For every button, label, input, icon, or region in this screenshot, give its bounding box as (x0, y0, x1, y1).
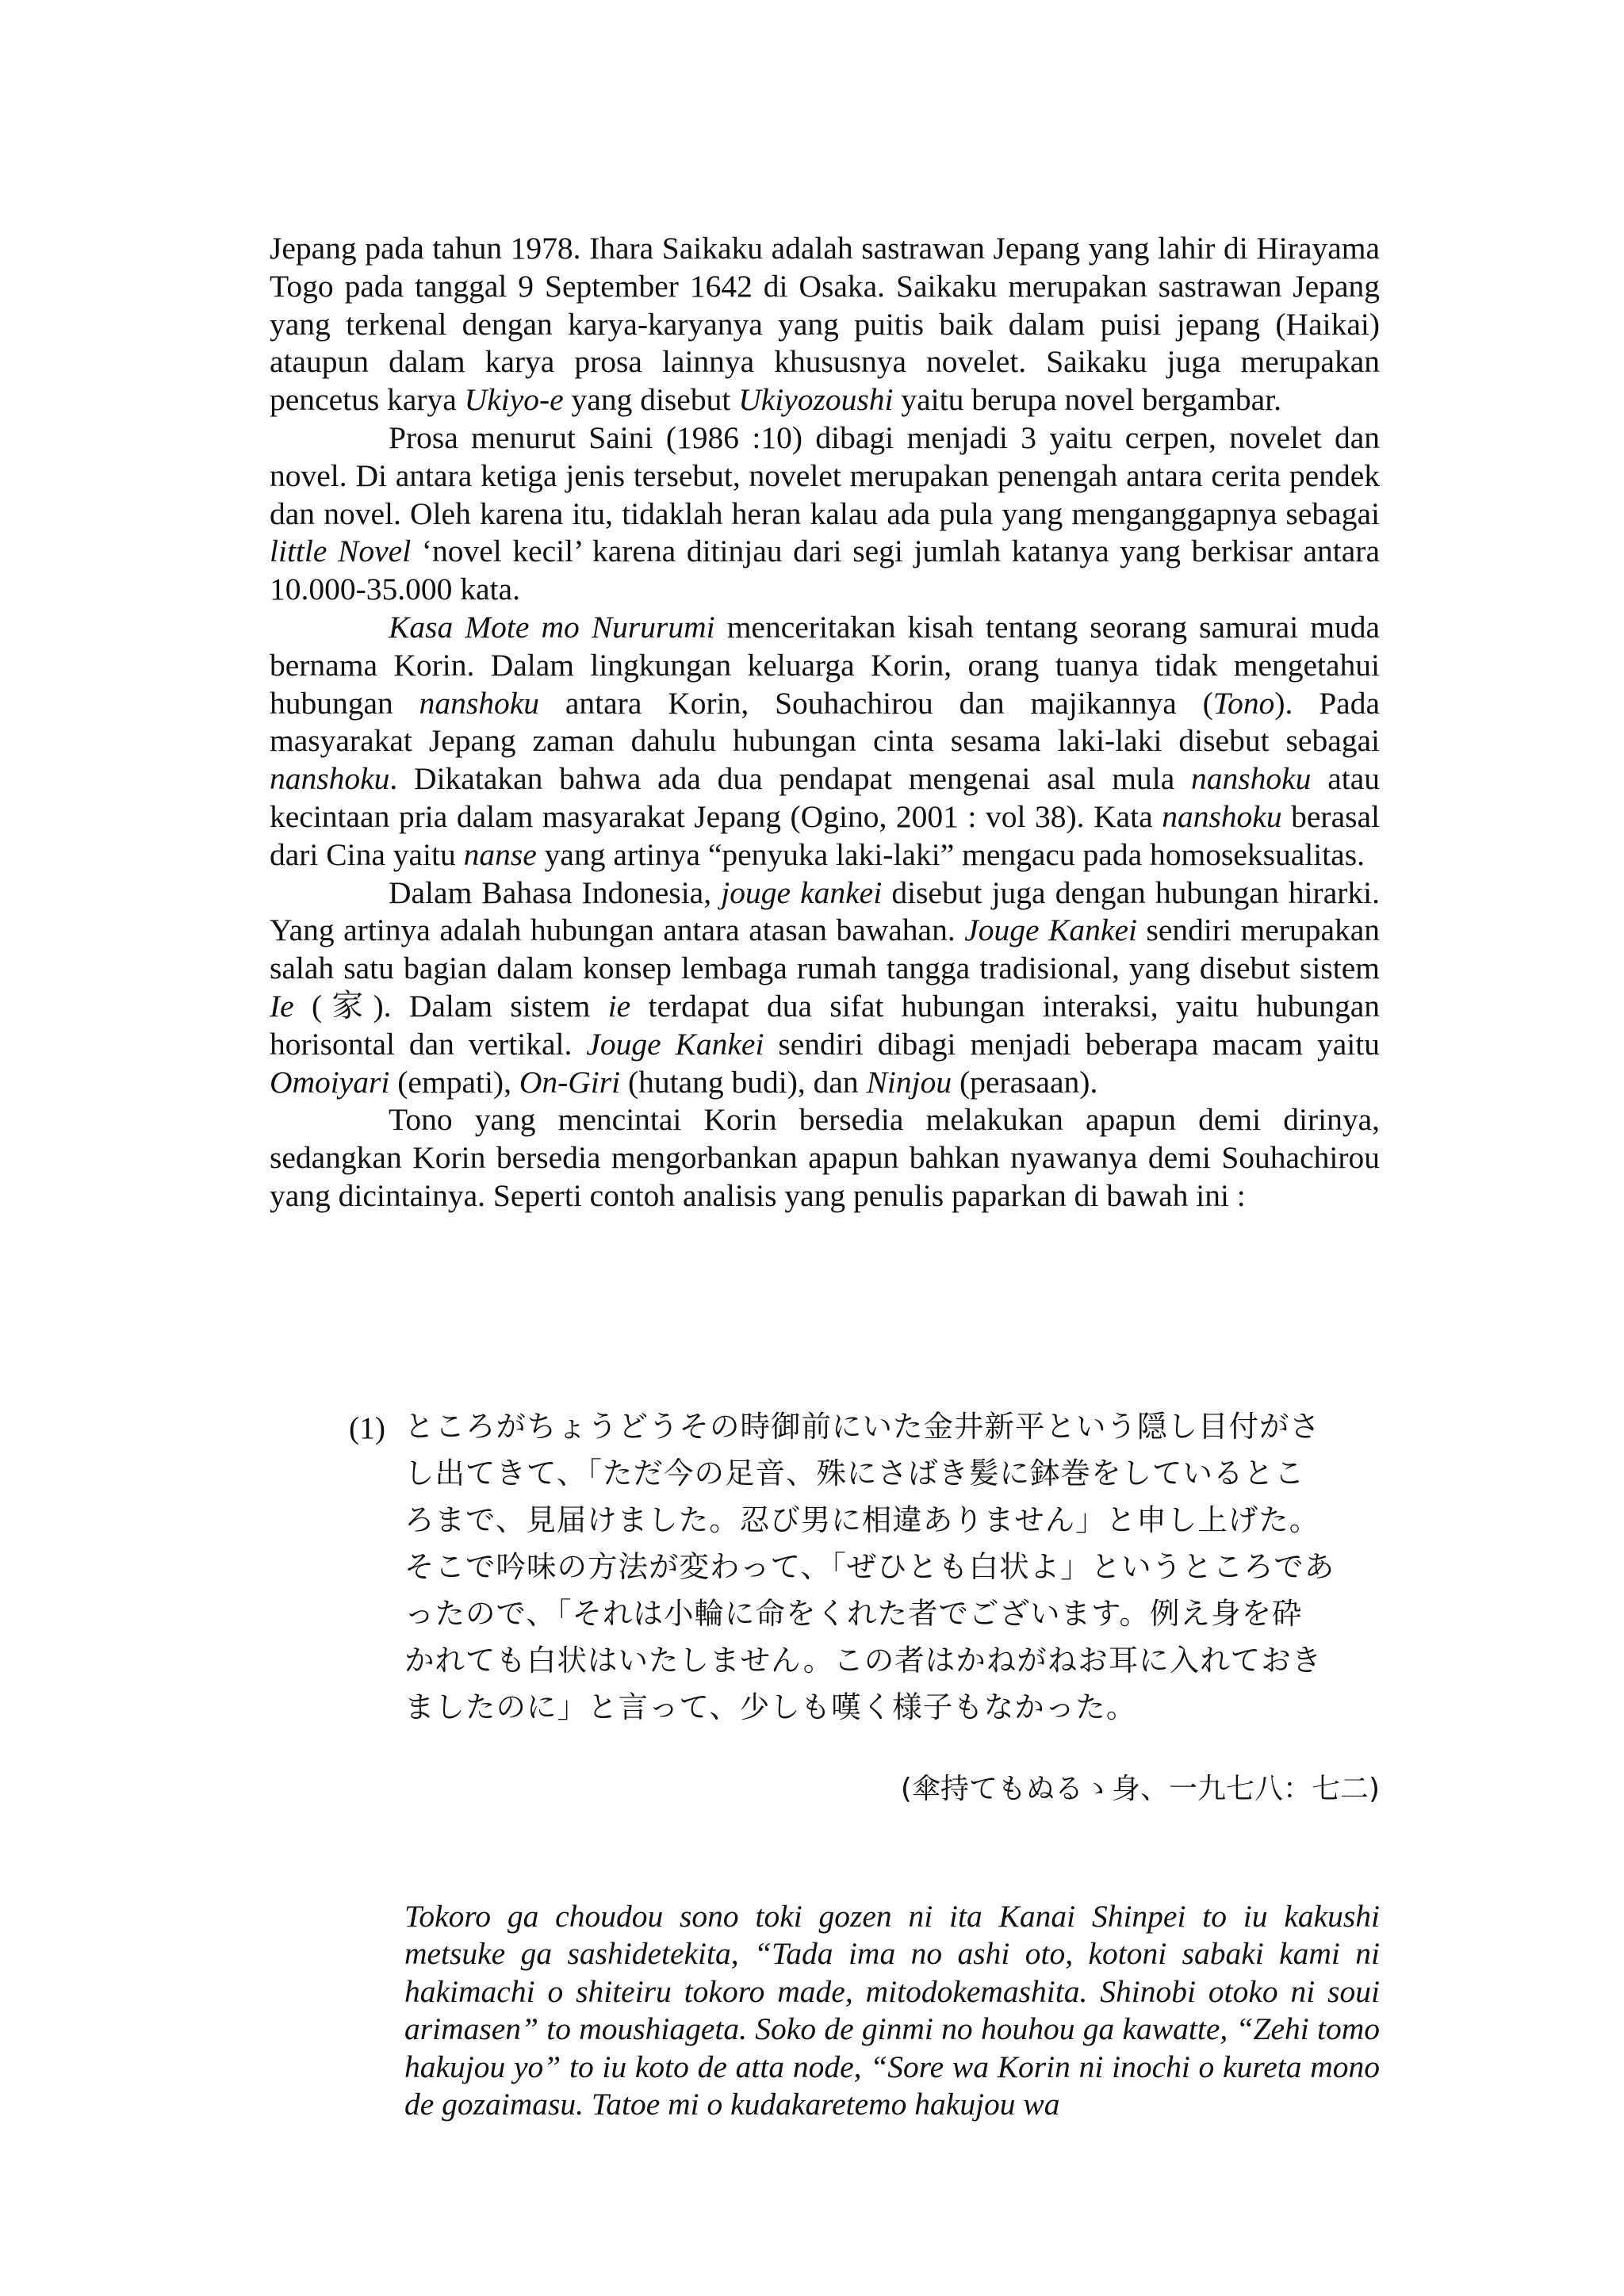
text-run: (perasaan). (952, 1064, 1098, 1100)
paragraph-1 (270, 230, 1380, 419)
italic-term: nanshoku (1162, 798, 1282, 834)
text-run: Dalam Bahasa Indonesia, (389, 874, 722, 910)
italic-term: nanshoku (419, 685, 540, 721)
text-run: disebut juga dengan hubungan hirarki. Yang artinya adalah hubungan antara atasan bawahan. (270, 874, 1381, 948)
italic-term: Ukiyo-e (464, 382, 564, 418)
italic-term: Kasa Mote mo Nururumi (389, 609, 715, 645)
text-run: yaitu berupa novel bergambar. (893, 382, 1282, 418)
italic-term: Ie (270, 988, 294, 1024)
japanese-line: そこで吟味の方法が変わって、「ぜひとも白状よ」というところであ (404, 1549, 1335, 1584)
japanese-line: ろまで、見届けました。忍び男に相違ありません」と申し上げた。 (404, 1502, 1320, 1537)
text-run: menceritakan kisah tentang seorang samurai muda bernama Korin. Dalam lingkungan keluarga Korin, orang tuanya tidak mengetahui hubungan (270, 609, 1380, 721)
text-run: sendiri dibagi menjadi beberapa macam yaitu (764, 1026, 1381, 1062)
paragraph-4 (270, 874, 1380, 1102)
italic-term: Omoiyari (270, 1064, 390, 1100)
japanese-line: し出てきて、「ただ今の足音、殊にさばき髪に鉢巻をしているとこ (404, 1456, 1305, 1490)
italic-term: nanshoku (270, 761, 390, 797)
text-run: yang disebut (563, 382, 739, 418)
italic-term: jouge kankei (721, 874, 883, 910)
paragraph-5 (270, 1101, 1380, 1215)
text-run: yang artinya “penyuka laki-laki” mengacu pada homoseksualitas. (536, 836, 1365, 872)
text-run: ‘novel kecil’ karena ditinjau dari segi jumlah katanya yang berkisar antara 10.000-35.000 kata. (270, 534, 1380, 607)
text-run: Jepang pada tahun 1978. Ihara Saikaku adalah sastrawan Jepang yang lahir di Hirayama Togo pada tanggal 9 September 1642 di Osaka. Saikaku merupakan sastrawan Jepang yang terkenal dengan karya-karyanya yang puitis baik dalam puisi jepang (Haikai) ataupun dalam karya prosa lainnya khususnya novelet. Saikaku juga merupakan pencetus karya (270, 231, 1380, 418)
text-run: Prosa menurut Saini (1986 :10) dibagi menjadi 3 yaitu cerpen, novelet dan novel. Di antara ketiga jenis tersebut, novelet merupakan penengah antara cerita pendek dan novel. Oleh karena itu, tidaklah heran kalau ada pula yang menganggapnya sebagai (270, 419, 1380, 531)
paragraph-3 (270, 609, 1380, 874)
italic-term: On-Giri (519, 1064, 621, 1100)
italic-term: ie (607, 988, 631, 1024)
japanese-line: ったので、「それは小輪に命をくれた者でございます。例え身を砕 (404, 1596, 1303, 1631)
text-run: (家). Dalam sistem (293, 988, 608, 1024)
italic-term: Ukiyozoushi (738, 382, 894, 418)
example-block (349, 1403, 1380, 2122)
japanese-line: かれても白状はいたしません。この者はかねがねお耳に入れておき (404, 1643, 1323, 1678)
italic-term: little Novel (270, 534, 412, 569)
paragraph-2 (270, 419, 1380, 609)
text-run: atau kecintaan pria dalam masyarakat Jepang (Ogino, 2001 : vol 38). Kata (270, 761, 1381, 834)
example-japanese-text (404, 1403, 1380, 1731)
text-run: Tono yang mencintai Korin bersedia melakukan apapun demi dirinya, sedangkan Korin bersedia mengorbankan apapun bahkan nyawanya demi Souhachirou yang dicintainya. Seperti contoh analisis yang penulis paparkan di bawah ini : (270, 1102, 1380, 1213)
japanese-line: ところがちょうどうその時御前にいた金井新平という隠し目付がさ (404, 1409, 1320, 1444)
text-run: (hutang budi), dan (620, 1064, 867, 1100)
text-run: berasal dari Cina yaitu (270, 798, 1380, 872)
example-number: (1) (349, 1410, 386, 1445)
italic-term: Jouge Kankei (586, 1026, 764, 1062)
italic-term: Ninjou (866, 1064, 952, 1100)
example-source-citation: (傘持てもぬるゝ身、一九七八：七二) (900, 1773, 1380, 1805)
italic-term: Jouge Kankei (964, 913, 1137, 948)
italic-term: Tono (1212, 685, 1275, 721)
italic-term: nanshoku (1191, 761, 1312, 797)
body-text (270, 230, 1380, 1215)
text-run: sendiri merupakan salah satu bagian dalam konsep lembaga rumah tangga tradisional, yang disebut sistem (270, 913, 1381, 986)
text-run: ). Pada masyarakat Jepang zaman dahulu hubungan cinta sesama laki-laki disebut sebagai (270, 685, 1381, 759)
text-run: (empati), (389, 1064, 519, 1100)
text-run: . Dikatakan bahwa ada dua pendapat mengenai asal mula (389, 761, 1192, 797)
text-run: antara Korin, Souhachirou dan majikannya ( (539, 685, 1213, 721)
japanese-line: ましたのに」と言って、少しも嘆く様子もなかった。 (404, 1689, 1137, 1724)
text-run: terdapat dua sifat hubungan interaksi, yaitu hubungan horisontal dan vertikal. (270, 988, 1381, 1062)
example-romaji-transliteration: Tokoro ga choudou sono toki gozen ni ita Kanai Shinpei to iu kakushi metsuke ga sashidetekita, “Tada ima no ashi oto, kotoni sabaki kami ni hakimachi o shiteiru tokoro made, mitodokemashita. Shinobi otoko ni soui arimasen” to moushiageta. Soko de ginmi no houhou ga kawatte, “Zehi tomo hakujou yo” to iu koto de atta node, “Sore wa Korin ni inochi o kureta mono de gozaimasu. Tatoe mi o kudakaretemo hakujou wa (404, 1898, 1380, 2122)
italic-term: nanse (463, 836, 537, 872)
